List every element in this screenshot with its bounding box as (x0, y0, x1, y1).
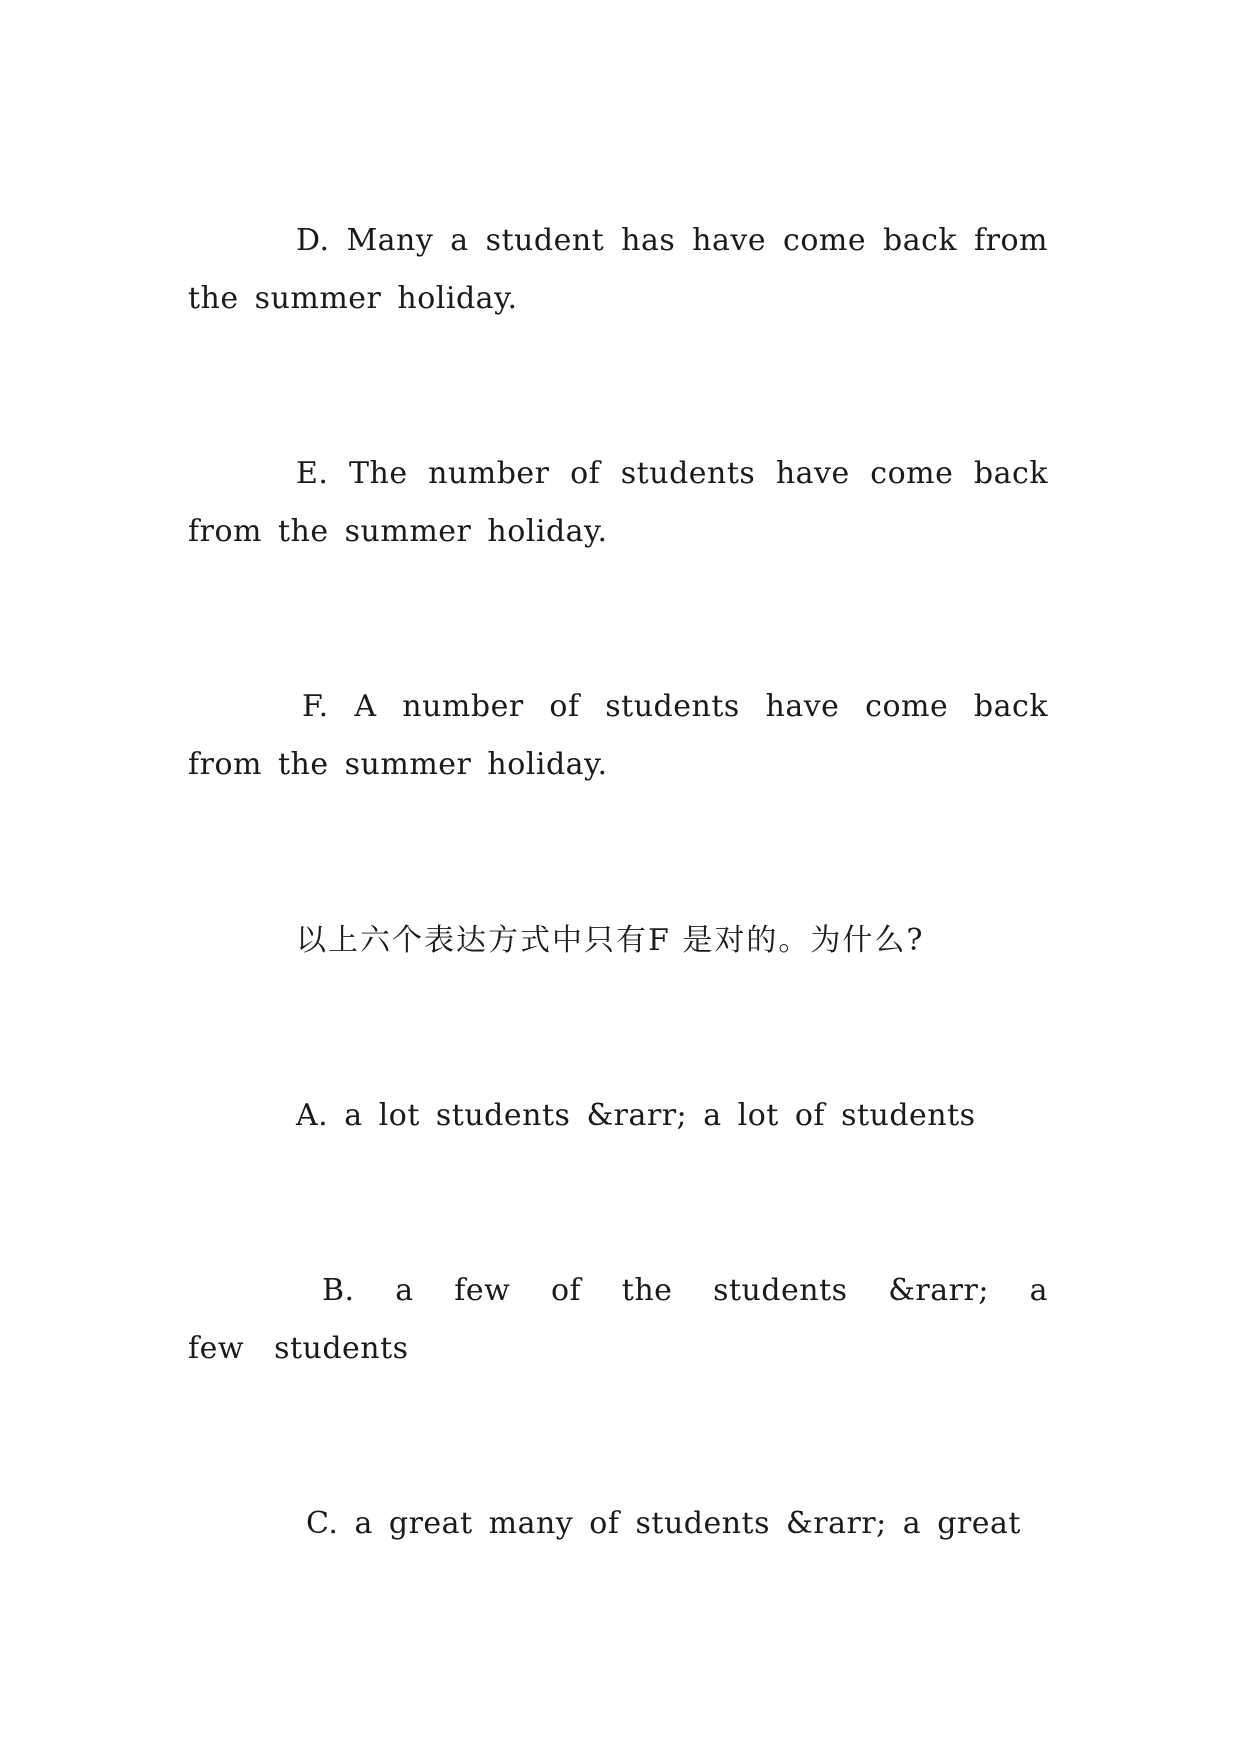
paragraph-e: E. The number of students have come back from the summer holiday. (188, 456, 1048, 549)
paragraph-b: B. a few of the students &rarr; a few students (188, 1273, 1048, 1366)
paragraph-a: A. a lot students &rarr; a lot of students (296, 1098, 976, 1133)
paragraph-note: 以上六个表达方式中只有F 是对的。为什么? (296, 923, 925, 958)
paragraph-c: C. a great many of students &rarr; a great (306, 1506, 1021, 1541)
paragraph-f: F. A number of students have come back from the summer holiday. (188, 689, 1048, 782)
paragraph-d: D. Many a student has have come back from the summer holiday. (188, 223, 1048, 316)
